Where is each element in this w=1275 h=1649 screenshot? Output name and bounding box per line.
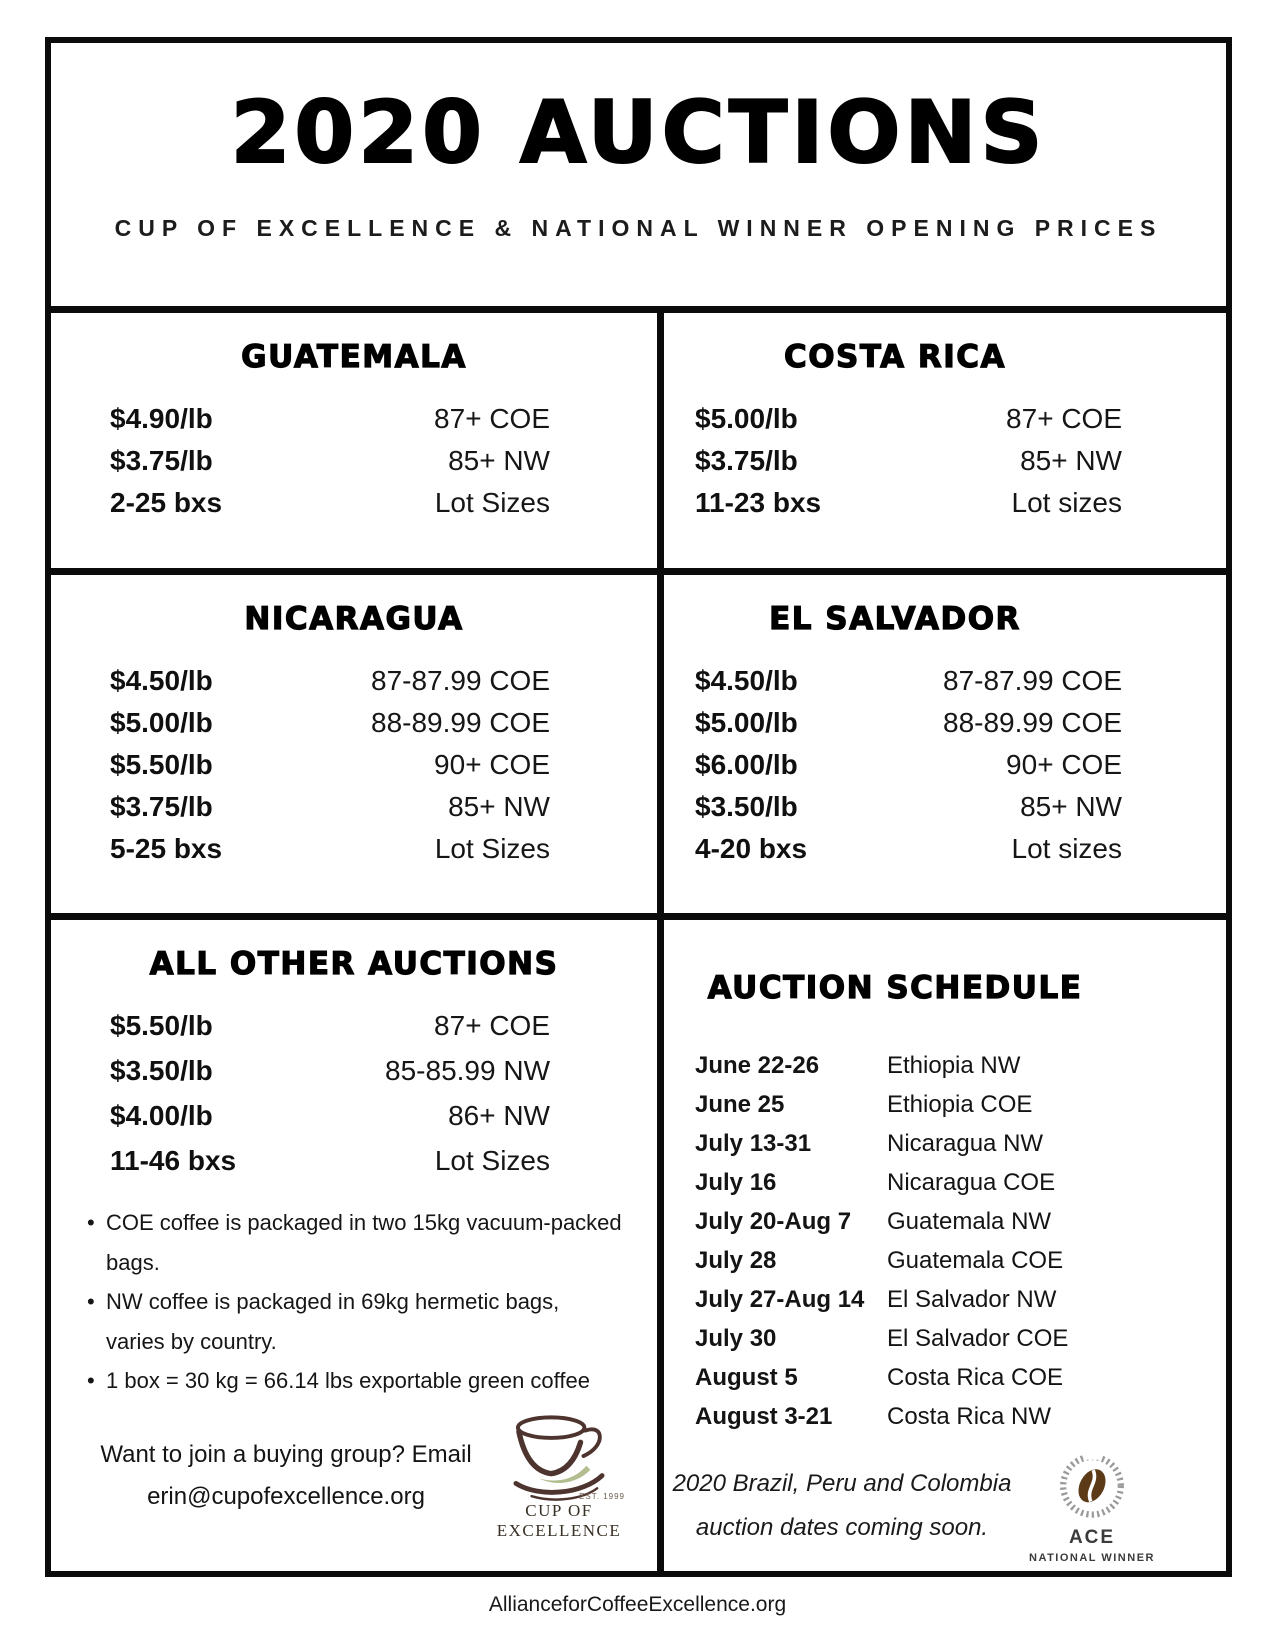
schedule-row [695, 1202, 1226, 1241]
schedule-event: Ethiopia COE [887, 1091, 1033, 1118]
price-value: $5.00/lb [110, 707, 213, 738]
page-title: 2020 AUCTIONS [230, 83, 1047, 183]
price-value: $3.50/lb [110, 1055, 213, 1086]
price-row [51, 793, 657, 821]
schedule-date: July 28 [695, 1247, 777, 1274]
buying-group-text [89, 1434, 483, 1518]
bullet-icon: • [87, 1368, 95, 1394]
price-table [664, 405, 1226, 517]
price-row [51, 1057, 657, 1085]
grade-label: 85+ NW [1020, 791, 1122, 822]
price-table [51, 1012, 657, 1175]
divider [657, 920, 664, 1571]
coming-soon-note [670, 1462, 1014, 1551]
price-row [664, 835, 1226, 863]
grade-label: 90+ COE [1006, 749, 1122, 780]
schedule-date: July 13-31 [695, 1130, 812, 1157]
price-value: $3.50/lb [695, 791, 798, 822]
section-all-other-auctions [51, 920, 657, 1571]
price-row [664, 793, 1226, 821]
price-value: $5.00/lb [695, 707, 798, 738]
grade-label: 85+ NW [448, 445, 550, 476]
price-row [51, 667, 657, 695]
section-auction-schedule [664, 920, 1226, 1571]
schedule-event: El Salvador NW [887, 1286, 1057, 1313]
coe-logo-text-line1: CUP OF [525, 1500, 593, 1520]
price-value: $3.75/lb [110, 791, 213, 822]
grade-label: 90+ COE [434, 749, 550, 780]
ace-logo-text-line2: NATIONAL WINNER [1029, 1552, 1155, 1564]
price-row [51, 405, 657, 433]
divider [657, 575, 664, 913]
schedule-date: July 27-Aug 14 [695, 1286, 865, 1313]
grade-label: Lot Sizes [434, 487, 550, 518]
price-value: 4-20 bxs [695, 833, 808, 864]
schedule-table [664, 1046, 1226, 1436]
section-heading: NICARAGUA [244, 601, 464, 637]
divider [51, 306, 1226, 313]
price-value: $3.75/lb [110, 445, 213, 476]
schedule-date: August 5 [695, 1364, 798, 1391]
grade-label: Lot Sizes [434, 833, 550, 864]
price-row [664, 709, 1226, 737]
coffee-bean-wreath-icon [1056, 1448, 1128, 1520]
schedule-row [695, 1319, 1226, 1358]
price-row [51, 751, 657, 779]
price-table [51, 405, 657, 517]
packaging-notes [51, 1203, 657, 1401]
flyer-frame [45, 37, 1232, 1577]
schedule-row [695, 1241, 1226, 1280]
price-row [51, 1102, 657, 1130]
schedule-date: July 30 [695, 1325, 777, 1352]
schedule-event: Guatemala NW [887, 1208, 1052, 1235]
ace-logo-text-line1: ACE [1068, 1527, 1116, 1548]
buying-group-block [51, 1411, 657, 1542]
price-value: 2-25 bxs [110, 487, 223, 518]
schedule-row [695, 1085, 1226, 1124]
schedule-date: July 20-Aug 7 [695, 1208, 852, 1235]
schedule-event: Costa Rica COE [887, 1364, 1064, 1391]
price-row [51, 835, 657, 863]
schedule-row [695, 1124, 1226, 1163]
section-heading: ALL OTHER AUCTIONS [149, 946, 559, 982]
schedule-row [695, 1358, 1226, 1397]
coming-soon-block [664, 1448, 1226, 1564]
schedule-row [695, 1046, 1226, 1085]
grade-label: 86+ NW [448, 1100, 550, 1131]
schedule-event: Ethiopia NW [887, 1052, 1021, 1079]
price-row [664, 489, 1226, 517]
price-row [51, 489, 657, 517]
price-row [664, 447, 1226, 475]
note-item [87, 1361, 623, 1401]
grade-label: Lot Sizes [434, 1145, 550, 1176]
price-value: $5.50/lb [110, 1010, 213, 1041]
row-guatemala-costa-rica [51, 313, 1226, 568]
price-row [51, 447, 657, 475]
row-other-auctions-schedule [51, 920, 1226, 1571]
grade-label: 87-87.99 COE [371, 665, 550, 696]
grade-label: 87+ COE [1006, 403, 1122, 434]
schedule-event: El Salvador COE [887, 1325, 1069, 1352]
grade-label: Lot sizes [1011, 487, 1122, 518]
grade-label: 85+ NW [448, 791, 550, 822]
price-value: $5.00/lb [695, 403, 798, 434]
price-value: 5-25 bxs [110, 833, 223, 864]
grade-label: Lot sizes [1011, 833, 1122, 864]
grade-label: 85+ NW [1020, 445, 1122, 476]
coming-soon-line2: auction dates coming soon. [695, 1514, 989, 1541]
ace-national-winner-logo [1014, 1448, 1170, 1564]
coming-soon-line1: 2020 Brazil, Peru and Colombia [672, 1469, 1012, 1497]
buying-group-email[interactable]: erin@cupofexcellence.org [147, 1483, 425, 1511]
schedule-row [695, 1163, 1226, 1202]
price-value: 11-46 bxs [110, 1145, 237, 1176]
grade-label: 87+ COE [434, 1010, 550, 1041]
note-text: COE coffee is packaged in two 15kg vacuum-packed bags. [106, 1210, 622, 1275]
section-heading: COSTA RICA [783, 339, 1007, 375]
section-el-salvador [664, 575, 1226, 913]
grade-label: 88-89.99 COE [943, 707, 1122, 738]
row-nicaragua-el-salvador [51, 575, 1226, 913]
price-value: $4.90/lb [110, 403, 213, 434]
bullet-icon: • [87, 1289, 95, 1315]
price-row [51, 1012, 657, 1040]
schedule-date: July 16 [695, 1169, 777, 1196]
price-value: $4.50/lb [695, 665, 798, 696]
section-heading: GUATEMALA [241, 339, 467, 375]
section-heading: EL SALVADOR [769, 601, 1021, 637]
schedule-row [695, 1397, 1226, 1436]
schedule-event: Nicaragua NW [887, 1130, 1044, 1157]
buying-group-line: Want to join a buying group? Email [100, 1441, 472, 1469]
grade-label: 87+ COE [434, 403, 550, 434]
price-value: 11-23 bxs [695, 487, 822, 518]
price-value: $5.50/lb [110, 749, 213, 780]
cup-of-excellence-logo [483, 1411, 635, 1542]
section-heading: AUCTION SCHEDULE [707, 970, 1083, 1006]
note-text: NW coffee is packaged in 69kg hermetic bags, varies by country. [106, 1289, 560, 1354]
price-value: $3.75/lb [695, 445, 798, 476]
price-value: $4.50/lb [110, 665, 213, 696]
schedule-event: Costa Rica NW [887, 1403, 1052, 1430]
grade-label: 88-89.99 COE [371, 707, 550, 738]
masthead [51, 43, 1226, 306]
schedule-event: Nicaragua COE [887, 1169, 1056, 1196]
note-item [87, 1203, 623, 1282]
note-item [87, 1282, 623, 1361]
price-row [51, 1147, 657, 1175]
price-row [51, 709, 657, 737]
footer-url: AllianceforCoffeeExcellence.org [488, 1593, 787, 1616]
grade-label: 85-85.99 NW [385, 1055, 550, 1086]
section-costa-rica [664, 313, 1226, 568]
divider [51, 568, 1226, 575]
schedule-event: Guatemala COE [887, 1247, 1064, 1274]
divider [51, 913, 1226, 920]
schedule-row [695, 1280, 1226, 1319]
price-value: $4.00/lb [110, 1100, 213, 1131]
section-nicaragua [51, 575, 657, 913]
price-row [664, 751, 1226, 779]
price-value: $6.00/lb [695, 749, 798, 780]
price-row [664, 405, 1226, 433]
bullet-icon: • [87, 1210, 95, 1235]
price-table [51, 667, 657, 863]
schedule-date: June 25 [695, 1091, 785, 1118]
price-table [664, 667, 1226, 863]
section-guatemala [51, 313, 657, 568]
schedule-date: June 22-26 [695, 1052, 820, 1079]
coe-est-label: EST. 1999 [579, 1491, 625, 1501]
note-text: 1 box = 30 kg = 66.14 lbs exportable green coffee [106, 1368, 590, 1394]
divider [657, 313, 664, 568]
grade-label: 87-87.99 COE [943, 665, 1122, 696]
price-row [664, 667, 1226, 695]
coffee-cup-icon [500, 1411, 618, 1503]
page-subtitle: CUP OF EXCELLENCE & NATIONAL WINNER OPENING PRICES [114, 214, 1163, 241]
coe-logo-text-line2: EXCELLENCE [496, 1521, 622, 1541]
schedule-date: August 3-21 [695, 1403, 833, 1430]
